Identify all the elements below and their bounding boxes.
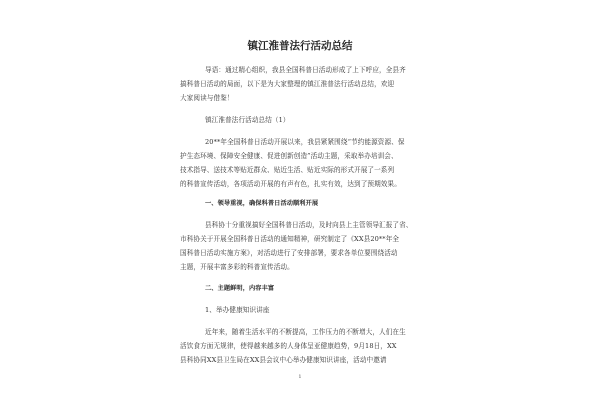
paragraph-line: 护生态环境、保障安全健康、促进创新创造”活动主题，采取举办培训会、 [180, 152, 398, 160]
paragraph-line: 技术指导、送技术等贴近群众、贴近生活、贴近实际的形式开展了一系列 [180, 166, 395, 174]
intro-line: 导语：通过精心组织，我县全国科普日活动形成了上下呼应，全县齐 [205, 66, 406, 74]
page-title: 镇江淮普法行活动总结 [247, 40, 353, 52]
paragraph-line: 县科协同XX县卫生局在XX县会议中心举办健康知识讲座，活动中邀请 [180, 356, 387, 364]
section-heading: 二、主题鲜明，内容丰富 [205, 285, 275, 292]
paragraph-line: 20**年全国科普日活动开展以来，我县紧紧围绕“节约能源资源、保 [205, 138, 405, 146]
paragraph-line: 近年来，随着生活水平的不断提高，工作压力的不断增大，人们在生 [205, 328, 406, 336]
page-number: 1 [298, 374, 302, 380]
paragraph-line: 县科协十分重视搞好全国科普日活动，及时向县上主管领导汇报了省、 [205, 221, 413, 229]
paragraph-line: 主题，开展丰富多彩的科普宣传活动。 [180, 263, 294, 271]
intro-line: 搞科普日活动的局面，以下是为大家整理的镇江淮普法行活动总结，欢迎 [180, 80, 395, 88]
section-heading: 一、领导重视，确保科普日活动顺利开展 [205, 200, 319, 207]
paragraph-line: 市科协关于开展全国科普日活动的通知精神，研究制定了《XX县20**年全 [180, 235, 400, 243]
intro-line: 大家阅读与借鉴！ [180, 94, 234, 102]
section-subtitle: 镇江淮普法行活动总结（1） [205, 116, 290, 124]
paragraph-line: 活饮食方面无规律，使得越来越多的人身体呈亚健康趋势，9月18日，XX [180, 342, 397, 350]
paragraph-line: 国科普日活动实施方案》，对活动进行了安排部署，要求各单位要围绕活动 [180, 249, 398, 257]
subheading: 1、举办健康知识讲座 [205, 306, 270, 314]
paragraph-line: 的科普宣传活动，各项活动开展的有声有色，扎实有效，达到了预期效果。 [180, 180, 401, 188]
